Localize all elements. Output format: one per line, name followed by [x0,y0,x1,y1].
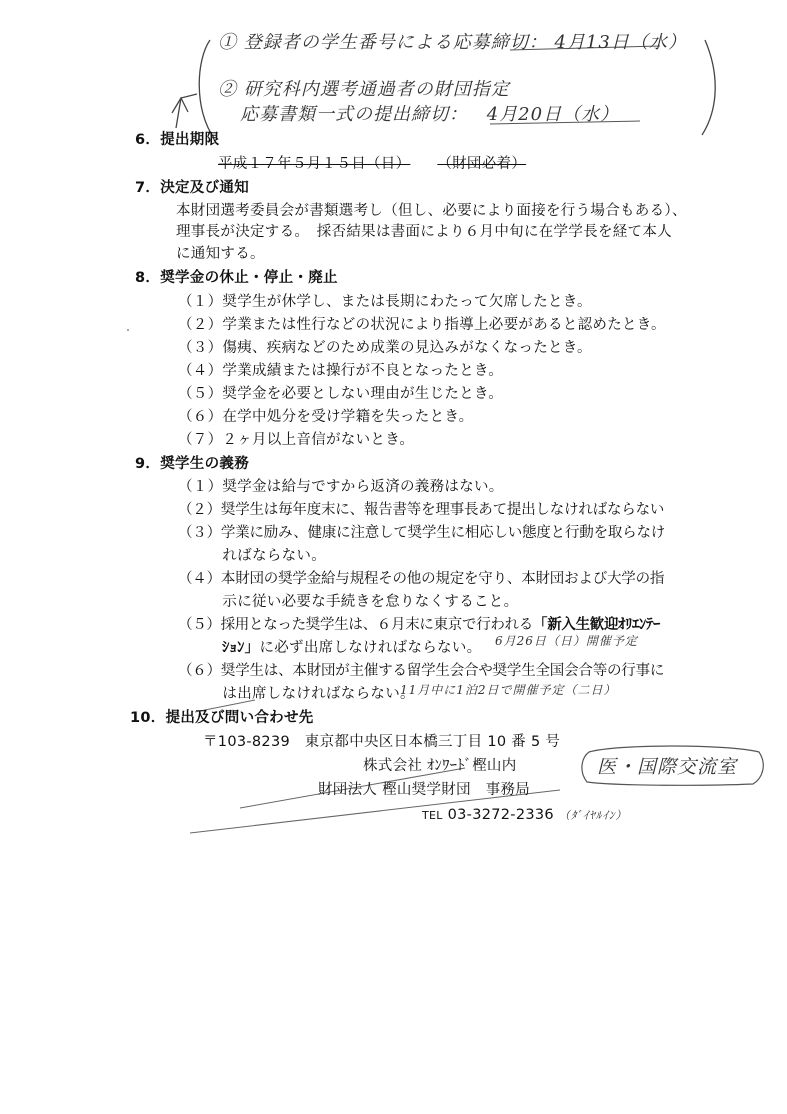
deadline-date: 平成１７年５月１５日（日） [218,156,411,172]
section-10-heading: 10．提出及び問い合わせ先 [130,710,314,726]
section-6-heading: 6．提出期限 [135,132,220,148]
section-8-item-5: （５）奨学金を必要としない理由が生じたとき。 [178,386,504,402]
orientation-label-part-2: ｼｮﾝ」 [222,640,260,656]
handwritten-item-2-line2-row [240,100,619,126]
section-9-item-2: （２）奨学生は毎年度末に、報告書等を理事長あて提出しなければならない [178,502,665,518]
section-8-item-7: （７）２ヶ月以上音信がないとき。 [178,432,415,448]
contact-address: 〒103-8239 東京都中央区日本橋三丁目 10 番 5 号 [203,734,561,750]
right-bracket-stroke [702,40,715,135]
section-9-item-5-line-1 [178,618,660,633]
section-9-item-3-line-2: ればならない。 [178,548,326,564]
section-9-item-5-line-2 [222,641,481,656]
handwritten-orientation-date: 6月26日（日）開催予定 [495,634,638,648]
handwritten-item-2 [218,75,510,101]
section-8-item-3: （３）傷痍、疾病などのため成業の見込みがなくなったとき。 [178,340,592,356]
section-7-heading: 7．決定及び通知 [135,180,249,196]
orientation-label-part-1: 「新入生歓迎ｵﾘｴﾝﾃｰ [533,617,660,633]
section-7-line-1: 本財団選考委員会が書類選考し（但し、必要により面接を行う場合もある）、 [176,203,687,219]
handwritten-item-2-line1: 研究科内選考通過者の財団指定 [243,79,510,100]
section-8-item-1: （１）奨学生が休学し、または長期にわたって欠席したとき。 [178,294,592,310]
section-6-deadline-row [218,157,526,172]
handwritten-item-1-text: 登録者の学生番号による応募締切： [243,32,548,53]
circled-number-2: ② [218,79,237,100]
section-8-item-4: （４）学業成績または操行が不良となったとき。 [178,363,504,379]
section-8-item-2: （２）学業または性行などの状況により指導上必要があると認めたとき。 [178,317,666,333]
section-9-heading: 9．奨学生の義務 [135,456,249,472]
section-8-heading: 8．奨学金の休止・停止・廃止 [135,270,338,286]
contact-foundation: 財団法人 樫山奨学財団 事務局 [318,782,531,798]
item-5-rest: に必ず出席しなければならない。 [259,640,482,656]
section-9-item-4-line-2: 示に従い必要な手続きを怠りなくすること。 [178,594,519,610]
phone-label: TEL [422,809,443,822]
section-7-line-3: に通知する。 [176,246,265,262]
handwritten-item-1 [218,28,687,54]
section-7-line-2: 理事長が決定する。 採否結果は書面により６月中旬に在学学長を経て本人 [176,224,672,240]
section-9-item-6-line-2: は出席しなければならない。 [178,686,415,702]
left-bracket-stroke [199,40,214,138]
stamp-text: 医・国際交流室 [597,756,738,778]
handwritten-item-2-date: 4月20日（水） [486,104,620,125]
contact-company: 株式会社 ｵﾝﾜｰﾄﾞ樫山内 [363,758,517,774]
scan-dot [127,329,129,331]
department-stamp [577,742,767,786]
handwritten-item-1-date: 4月13日（水） [554,32,687,53]
contact-phone-row [422,808,627,823]
section-9-item-4-line-1: （４）本財団の奨学金給与規程その他の規定を守り、本財団および大学の指 [178,571,665,587]
arrow-stroke [176,94,197,128]
section-8-item-6: （６）在学中処分を受け学籍を失ったとき。 [178,409,474,425]
phone-number: 03-3272-2336 [447,807,554,823]
section-9-item-6-line-1: （６）奨学生は、本財団が主催する留学生会合や奨学生全国会合等の行事に [178,663,665,679]
item-5-prefix: （５）採用となった奨学生は、６月末に東京で行われる [178,617,533,633]
section-9-item-1: （１）奨学金は給与ですから返済の義務はない。 [178,479,504,495]
handwritten-item-2-line2: 応募書類一式の提出締切： [240,104,468,125]
handwritten-meeting-note: 11月中に1泊2日で開催予定（二日） [400,683,617,697]
deadline-note: （財団必着） [437,156,527,172]
circled-number-1: ① [218,32,237,53]
section-9-item-3-line-1: （３）学業に励み、健康に注意して奨学生に相応しい態度と行動を取らなけ [178,525,666,541]
phone-hand-note: （ﾀﾞｲﾔﾙｲﾝ） [558,809,628,822]
